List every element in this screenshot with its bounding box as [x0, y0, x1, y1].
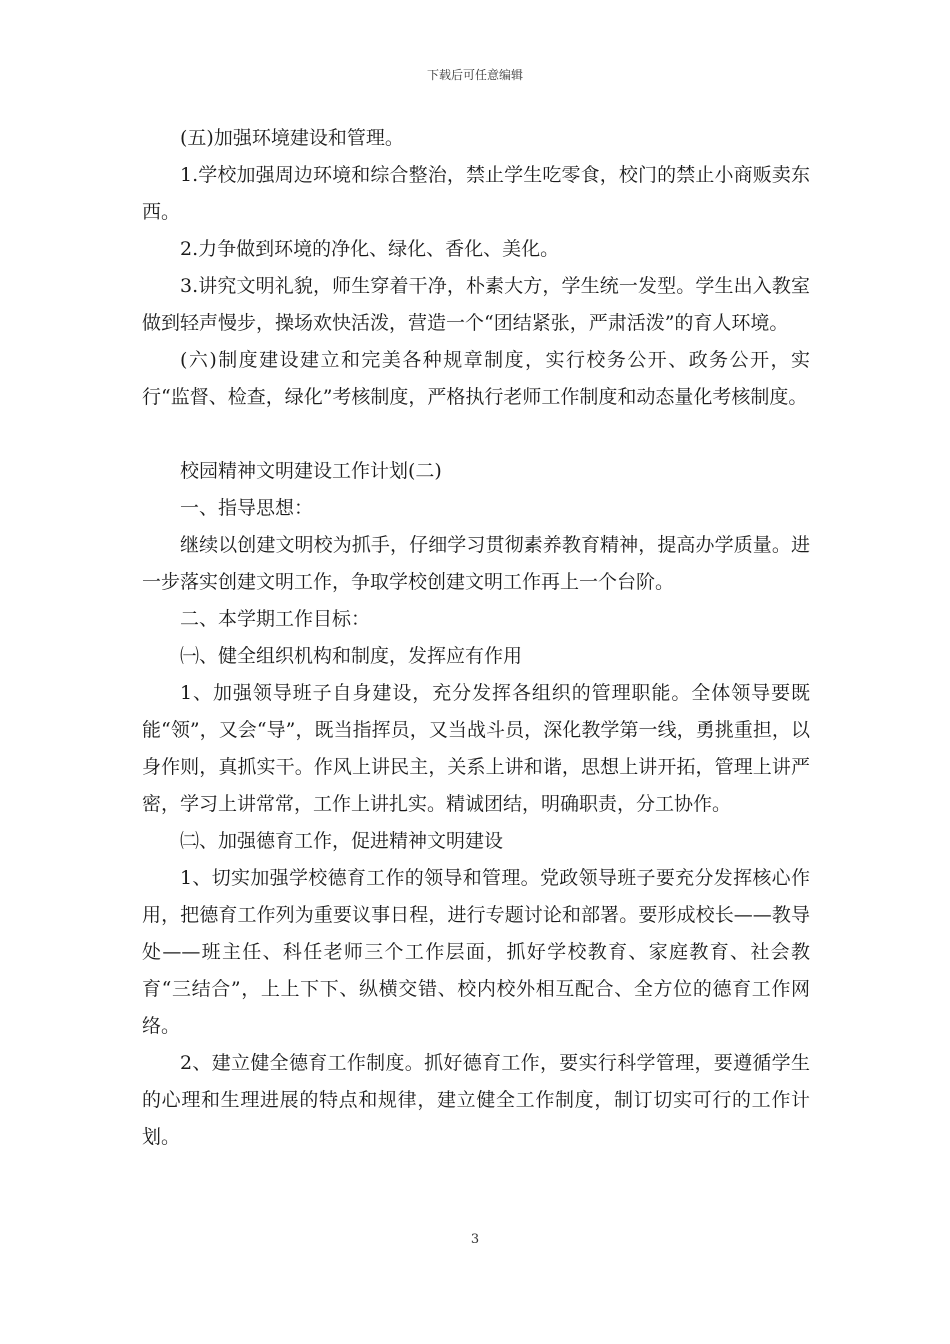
document-body — [142, 120, 810, 1156]
paragraph: 1、加强领导班子自身建设，充分发挥各组织的管理职能。全体领导要既能“领”，又会“导”，既当指挥员，又当战斗员，深化教学第一线，勇挑重担，以身作则，真抓实干。作风上讲民主，关系上讲和谐，思想上讲开拓，管理上讲严密，学习上讲常常，工作上讲扎实。精诚团结，明确职责，分工协作。 — [142, 682, 810, 815]
paragraph: 2、建立健全德育工作制度。抓好德育工作，要实行科学管理，要遵循学生的心理和生理进展的特点和规律，建立健全工作制度，制订切实可行的工作计划。 — [142, 1052, 810, 1148]
page-number: 3 — [470, 1232, 480, 1247]
paragraph: 2.力争做到环境的净化、绿化、香化、美化。 — [180, 238, 560, 260]
section-heading: 一、指导思想： — [180, 497, 314, 519]
subsection-heading: ㈠、健全组织机构和制度，发挥应有作用 — [180, 645, 523, 667]
section-heading: 二、本学期工作目标： — [180, 608, 371, 630]
paragraph-spacer — [142, 416, 810, 453]
page-header: 下载后可任意编辑 — [426, 68, 523, 82]
subsection-heading: ㈡、加强德育工作，促进精神文明建设 — [180, 830, 504, 852]
paragraph: 1、切实加强学校德育工作的领导和管理。党政领导班子要充分发挥核心作用，把德育工作列为重要议事日程，进行专题讨论和部署。要形成校长——教导处——班主任、科任老师三个工作层面，抓好学校教育、家庭教育、社会教育“三结合”，上上下下、纵横交错、校内校外相互配合、全方位的德育工作网络。 — [142, 867, 810, 1037]
paragraph: 3.讲究文明礼貌，师生穿着干净，朴素大方，学生统一发型。学生出入教室做到轻声慢步，操场欢快活泼，营造一个“团结紧张，严肃活泼”的育人环境。 — [142, 275, 810, 334]
paragraph: (六)制度建设建立和完美各种规章制度，实行校务公开、政务公开，实行“监督、检查，绿化”考核制度，严格执行老师工作制度和动态量化考核制度。 — [142, 349, 810, 408]
paragraph: 1.学校加强周边环境和综合整治，禁止学生吃零食，校门的禁止小商贩卖东西。 — [142, 164, 810, 223]
paragraph: 继续以创建文明校为抓手，仔细学习贯彻素养教育精神，提高办学质量。进一步落实创建文明工作，争取学校创建文明工作再上一个台阶。 — [142, 534, 810, 593]
section-heading: (五)加强环境建设和管理。 — [180, 127, 404, 149]
document-title: 校园精神文明建设工作计划(二) — [180, 460, 442, 482]
